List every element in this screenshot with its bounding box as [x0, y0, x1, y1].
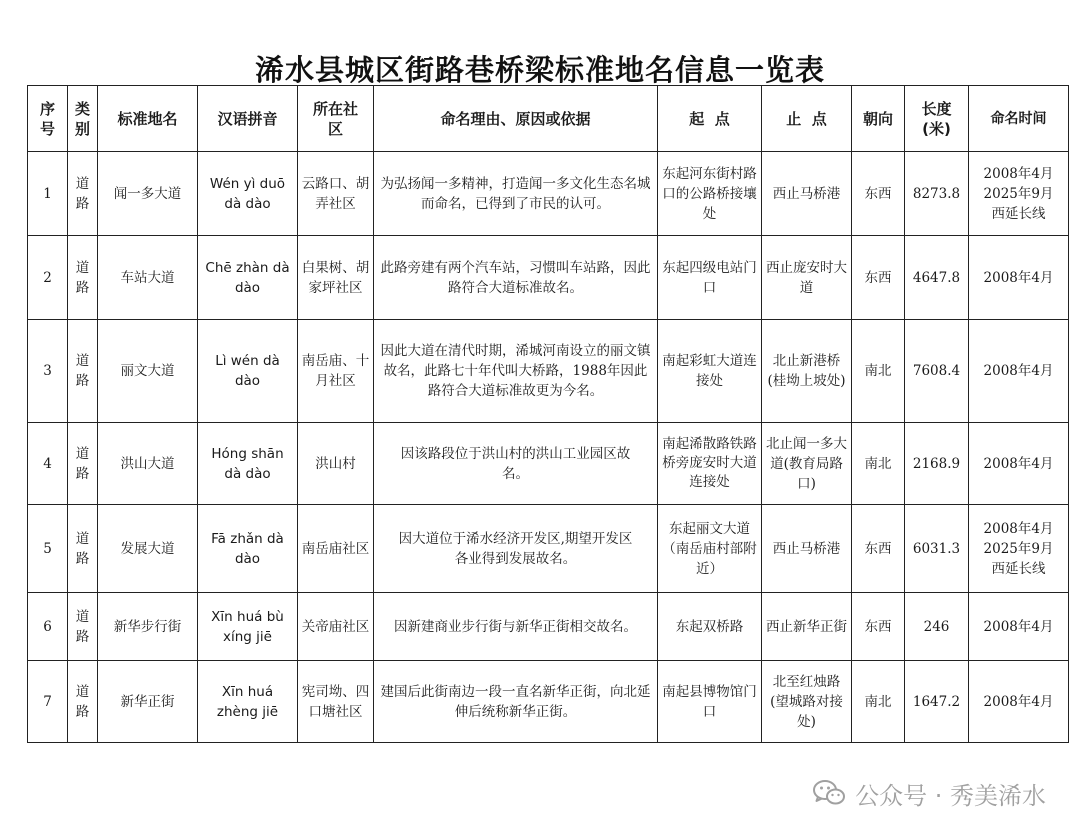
cell-start: 南起浠散路铁路桥旁庞安时大道连接处 — [658, 423, 762, 505]
cell-end: 西止马桥港 — [762, 152, 852, 236]
table-row — [28, 152, 1069, 236]
cell-community: 关帝庙社区 — [298, 593, 374, 661]
cell-time: 2008年4月 — [969, 320, 1069, 423]
cell-seq: 2 — [28, 236, 68, 320]
cell-name: 车站大道 — [98, 236, 198, 320]
cell-pinyin: Lì wén dà dào — [198, 320, 298, 423]
cell-time: 2008年4月 — [969, 593, 1069, 661]
cell-direction: 东西 — [852, 236, 905, 320]
cell-seq: 7 — [28, 661, 68, 743]
cell-community: 宪司坳、四口塘社区 — [298, 661, 374, 743]
wechat-icon — [813, 779, 845, 807]
cell-length: 2168.9 — [905, 423, 969, 505]
cell-direction: 东西 — [852, 505, 905, 593]
cell-time: 2008年4月 — [969, 423, 1069, 505]
cell-end: 北至红烛路(望城路对接处) — [762, 661, 852, 743]
table-row — [28, 505, 1069, 593]
cell-reason: 此路旁建有两个汽车站，习惯叫车站路，因此路符合大道标准故名。 — [374, 236, 658, 320]
table-row — [28, 593, 1069, 661]
cell-seq: 4 — [28, 423, 68, 505]
cell-community: 南岳庙社区 — [298, 505, 374, 593]
cell-end: 西止新华正街 — [762, 593, 852, 661]
cell-seq: 6 — [28, 593, 68, 661]
cell-time: 2008年4月 — [969, 236, 1069, 320]
cell-seq: 1 — [28, 152, 68, 236]
cell-category: 道路 — [68, 236, 98, 320]
cell-seq: 5 — [28, 505, 68, 593]
cell-reason: 建国后此街南边一段一直名新华正街，向北延伸后统称新华正街。 — [374, 661, 658, 743]
cell-pinyin: Fā zhǎn dà dào — [198, 505, 298, 593]
cell-category: 道路 — [68, 423, 98, 505]
table-row — [28, 661, 1069, 743]
cell-category: 道路 — [68, 505, 98, 593]
cell-start: 南起县博物馆门口 — [658, 661, 762, 743]
cell-time: 2008年4月2025年9月西延长线 — [969, 152, 1069, 236]
header-reason: 命名理由、原因或依据 — [374, 86, 658, 152]
cell-pinyin: Hóng shān dà dào — [198, 423, 298, 505]
header-start: 起 点 — [658, 86, 762, 152]
header-community: 所在社区 — [298, 86, 374, 152]
cell-length: 246 — [905, 593, 969, 661]
cell-community: 云路口、胡弄社区 — [298, 152, 374, 236]
cell-category: 道路 — [68, 320, 98, 423]
cell-direction: 南北 — [852, 320, 905, 423]
cell-pinyin: Wén yì duō dà dào — [198, 152, 298, 236]
cell-direction: 东西 — [852, 152, 905, 236]
table-row — [28, 423, 1069, 505]
cell-name: 洪山大道 — [98, 423, 198, 505]
cell-name: 新华正街 — [98, 661, 198, 743]
cell-pinyin: Xīn huá zhèng jiē — [198, 661, 298, 743]
cell-name: 发展大道 — [98, 505, 198, 593]
cell-reason: 因新建商业步行街与新华正街相交故名。 — [374, 593, 658, 661]
cell-end: 西止马桥港 — [762, 505, 852, 593]
cell-community: 白果树、胡家坪社区 — [298, 236, 374, 320]
cell-reason: 因大道位于浠水经济开发区,期望开发区各业得到发展故名。 — [374, 505, 658, 593]
cell-time: 2008年4月 — [969, 661, 1069, 743]
watermark — [813, 776, 1046, 810]
cell-start: 东起双桥路 — [658, 593, 762, 661]
cell-start: 东起四级电站门口 — [658, 236, 762, 320]
cell-reason: 为弘扬闻一多精神，打造闻一多文化生态名城而命名，已得到了市民的认可。 — [374, 152, 658, 236]
cell-start: 东起河东街村路口的公路桥接壤处 — [658, 152, 762, 236]
cell-length: 8273.8 — [905, 152, 969, 236]
cell-name: 丽文大道 — [98, 320, 198, 423]
cell-direction: 南北 — [852, 423, 905, 505]
cell-length: 6031.3 — [905, 505, 969, 593]
cell-reason: 因该路段位于洪山村的洪山工业园区故名。 — [374, 423, 658, 505]
header-seq: 序号 — [28, 86, 68, 152]
cell-seq: 3 — [28, 320, 68, 423]
cell-pinyin: Xīn huá bù xíng jiē — [198, 593, 298, 661]
header-time: 命名时间 — [969, 86, 1069, 152]
header-pinyin: 汉语拼音 — [198, 86, 298, 152]
cell-reason: 因此大道在清代时期，浠城河南设立的丽文镇故名，此路七十年代叫大桥路，1988年因此路符合大道标准故更为今名。 — [374, 320, 658, 423]
cell-name: 新华步行街 — [98, 593, 198, 661]
cell-end: 北止新港桥(桂坳上坡处) — [762, 320, 852, 423]
watermark-text: 公众号 · 秀美浠水 — [855, 781, 1046, 810]
cell-category: 道路 — [68, 593, 98, 661]
cell-name: 闻一多大道 — [98, 152, 198, 236]
header-name: 标准地名 — [98, 86, 198, 152]
cell-length: 1647.2 — [905, 661, 969, 743]
cell-category: 道路 — [68, 661, 98, 743]
cell-end: 北止闻一多大道(教育局路口) — [762, 423, 852, 505]
cell-direction: 南北 — [852, 661, 905, 743]
cell-direction: 东西 — [852, 593, 905, 661]
cell-time: 2008年4月2025年9月西延长线 — [969, 505, 1069, 593]
page-title: 浠水县城区街路巷桥梁标准地名信息一览表 — [254, 53, 825, 87]
cell-community: 洪山村 — [298, 423, 374, 505]
table-row — [28, 320, 1069, 423]
cell-community: 南岳庙、十月社区 — [298, 320, 374, 423]
header-category: 类别 — [68, 86, 98, 152]
cell-start: 东起丽文大道（南岳庙村部附近） — [658, 505, 762, 593]
cell-length: 4647.8 — [905, 236, 969, 320]
header-direction: 朝向 — [852, 86, 905, 152]
table-row — [28, 236, 1069, 320]
table-header-row — [28, 86, 1069, 152]
cell-category: 道路 — [68, 152, 98, 236]
header-end: 止 点 — [762, 86, 852, 152]
cell-start: 南起彩虹大道连接处 — [658, 320, 762, 423]
cell-length: 7608.4 — [905, 320, 969, 423]
cell-end: 西止庞安时大道 — [762, 236, 852, 320]
cell-pinyin: Chē zhàn dà dào — [198, 236, 298, 320]
header-length: 长度(米) — [905, 86, 969, 152]
place-name-table — [27, 85, 1069, 743]
